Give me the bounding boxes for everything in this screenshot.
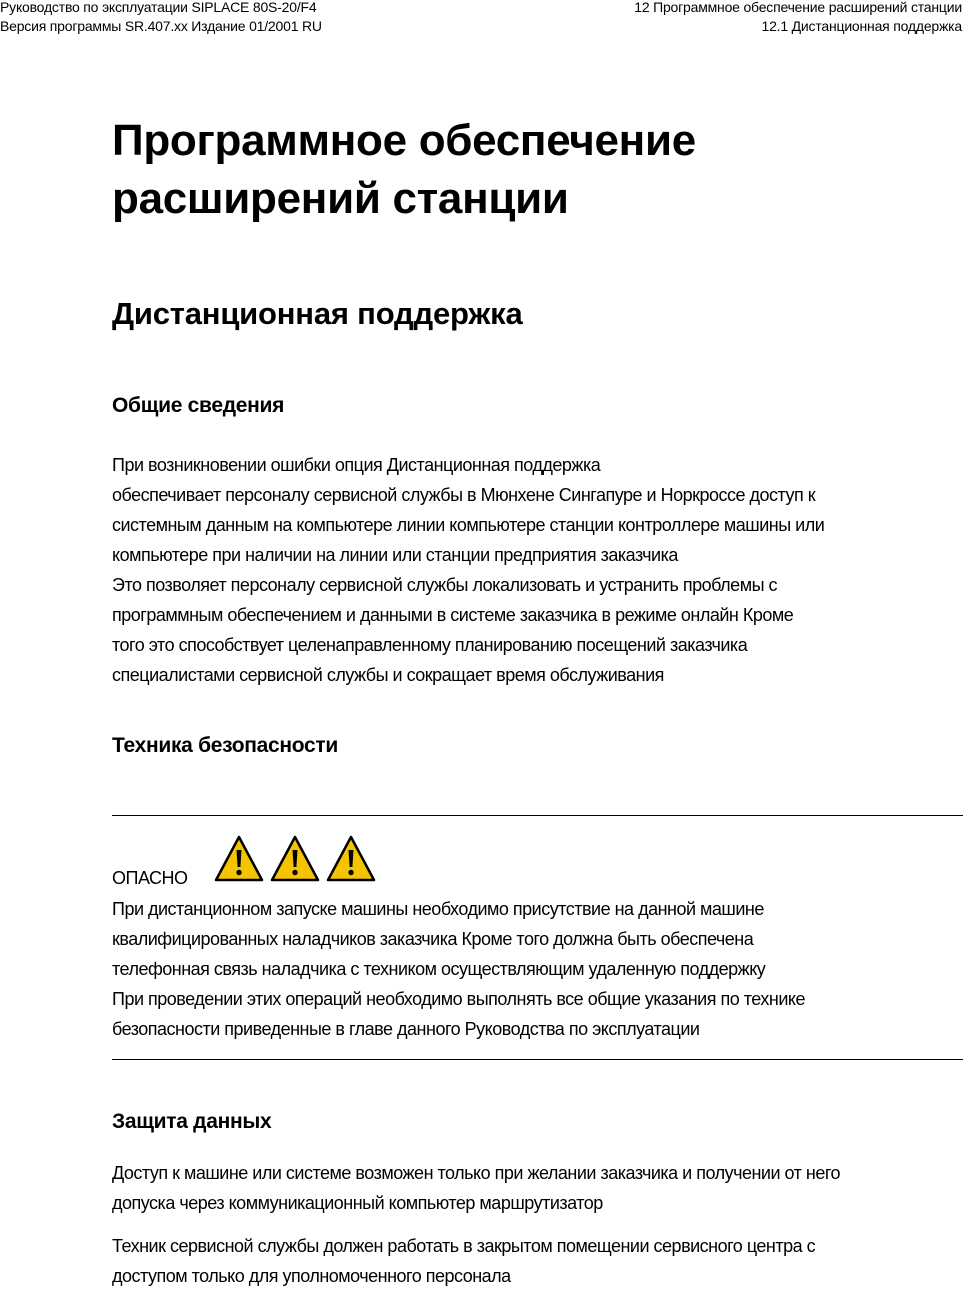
data-protection-paragraph-1 — [112, 1158, 840, 1218]
general-heading: Общие сведения — [112, 394, 285, 417]
paragraph-line: доступом только для уполномоченного персонала — [112, 1266, 511, 1286]
paragraph-line: специалистами сервисной службы и сокращает время обслуживания — [112, 665, 664, 685]
header-section-line: 12.1 Дистанционная поддержка — [761, 18, 962, 34]
running-header-left — [0, 0, 322, 36]
paragraph-line: Техник сервисной службы должен работать в закрытом помещении сервисного центра с — [112, 1236, 816, 1256]
header-version-line: Версия программы SR.407.xx Издание 01/2001 RU — [0, 18, 322, 34]
section-title: Дистанционная поддержка — [112, 296, 523, 331]
paragraph-line: допуска через коммуникационный компьютер маршрутизатор — [112, 1193, 603, 1213]
general-paragraph — [112, 450, 824, 690]
paragraph-line: При проведении этих операций необходимо выполнять все общие указания по технике — [112, 989, 805, 1009]
data-protection-heading: Защита данных — [112, 1110, 272, 1133]
danger-text — [112, 894, 805, 1044]
warning-triangle-icon — [325, 834, 377, 884]
safety-heading: Техника безопасности — [112, 734, 339, 757]
chapter-title-line: Программное обеспечение — [112, 116, 696, 165]
chapter-title-line: расширений станции — [112, 174, 569, 223]
paragraph-line: При дистанционном запуске машины необходимо присутствие на данной машине — [112, 899, 764, 919]
paragraph-line: безопасности приведенные в главе данного Руководства по эксплуатации — [112, 1019, 700, 1039]
danger-block-bottom-rule — [112, 1059, 963, 1060]
paragraph-line: того это способствует целенаправленному планированию посещений заказчика — [112, 635, 748, 655]
paragraph-line: телефонная связь наладчика с техником осуществляющим удаленную поддержку — [112, 959, 766, 979]
header-manual-line: Руководство по эксплуатации SIPLACE 80S-20/F4 — [0, 0, 317, 15]
paragraph-line: системным данным на компьютере линии компьютере станции контроллере машины или — [112, 515, 825, 535]
warning-triangle-icon — [213, 834, 265, 884]
running-header-right — [634, 0, 962, 36]
paragraph-line: Доступ к машине или системе возможен только при желании заказчика и получении от него — [112, 1163, 841, 1183]
danger-block-top-rule — [112, 815, 963, 816]
paragraph-line: При возникновении ошибки опция Дистанционная поддержка — [112, 455, 601, 475]
data-protection-paragraph-2 — [112, 1231, 815, 1291]
header-chapter-line: 12 Программное обеспечение расширений станции — [634, 0, 962, 15]
paragraph-line: Это позволяет персоналу сервисной службы локализовать и устранить проблемы с — [112, 575, 778, 595]
paragraph-line: обеспечивает персоналу сервисной службы в Мюнхене Сингапуре и Норкроссе доступ к — [112, 485, 816, 505]
chapter-title — [112, 112, 696, 228]
warning-triangle-icon — [269, 834, 321, 884]
paragraph-line: квалифицированных наладчиков заказчика Кроме того должна быть обеспечена — [112, 929, 754, 949]
danger-notice-header — [112, 834, 512, 888]
paragraph-line: компьютере при наличии на линии или станции предприятия заказчика — [112, 545, 678, 565]
paragraph-line: программным обеспечением и данными в системе заказчика в режиме онлайн Кроме — [112, 605, 794, 625]
danger-label: ОПАСНО — [112, 868, 188, 888]
